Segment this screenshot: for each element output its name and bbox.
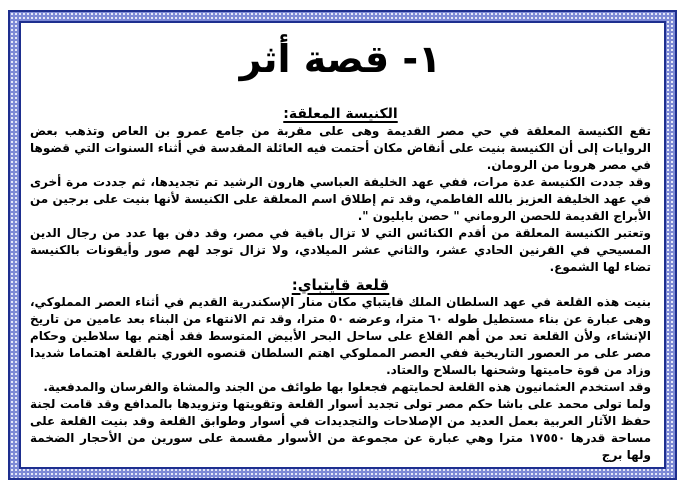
paragraph: ولما تولى محمد على باشا حكم مصر تولى تجديد أسوار القلعة وتقويتها وتزويدها بالمدافع وقد قامت لجنة حفظ الآثار العربية بعمل العديد من الإصلاحات والتجديدات في أسوار وطوابق القلعة وقد بنيت القلعة على مساحة قدرها ١٧٥٥٠ مترا وهي عبارة عن مجموعة من الأسوار مقسمة على سورين من الأحجار الضخمة ولها برج (30, 397, 652, 462)
paragraph: بنيت هذه القلعة في عهد السلطان الملك قايتباي مكان منار الإسكندرية القديم في أثناء العصر المملوكي، وهى عبارة عن بناء مستطيل طوله ٦٠ مترا، وعرضه ٥٠ مترا، وقد تم الانتهاء من البناء بعد عامين من تاريخ الإنشاء، ولأن القلعة تعد من أهم القلاع على ساحل البحر الأبيض المتوسط فقد أهتم بها سلاطين وحكام مصر على مر العصور التاريخية ففي العصر المملوكي اهتم السلطان قنصوه الغوري بالقلعة اهتماما شديدا وزاد من قوة حاميتها وشحنها بالسلاح والعتاد. (30, 295, 651, 377)
document-page (30, 28, 651, 469)
paragraph: وتعتبر الكنيسة المعلقة من أقدم الكنائس التي لا تزال باقية في مصر، وقد دفن بها عدد من رجال الدين المسيحي في القرنين الحادي عشر، والثاني عشر الميلادي، ولا تزال توجد لهم صور وأيقونات بالكنيسة تضاء لها الشموع. (30, 226, 651, 274)
paragraph: تقع الكنيسة المعلقة في حي مصر القديمة وهى على مقربة من جامع عمرو بن العاص وتذهب بعض الروايات إلى أن الكنيسة بنيت على أنقاض مكان أحتمت فيه العائلة المقدسة في أثناء السنوات التي قضوها في مصر هروبا من الرومان. (30, 124, 651, 172)
section-heading-qaitbay-citadel: قلعة قايتباي: (291, 276, 390, 294)
paragraph: وقد جددت الكنيسة عدة مرات، ففي عهد الخليفة العباسي هارون الرشيد تم تجديدها، ثم جددت مرة أخرى في عهد الخليفة العزيز بالله الفاطمي، وقد تم إطلاق اسم المعلقة على الكنيسة لأنها بنيت على برجين من الأبراج القديمة للحصن الروماني " حصن بابليون ". (30, 175, 651, 223)
section-heading-hanging-church: الكنيسة المعلقة: (283, 106, 398, 122)
paragraph: وقد استخدم العثمانيون هذه القلعة لحمايتهم فجعلوا بها طوائف من الجند والمشاة والفرسان والمدفعية. (43, 380, 651, 394)
page-title: ١- قصة أثر (239, 37, 442, 81)
